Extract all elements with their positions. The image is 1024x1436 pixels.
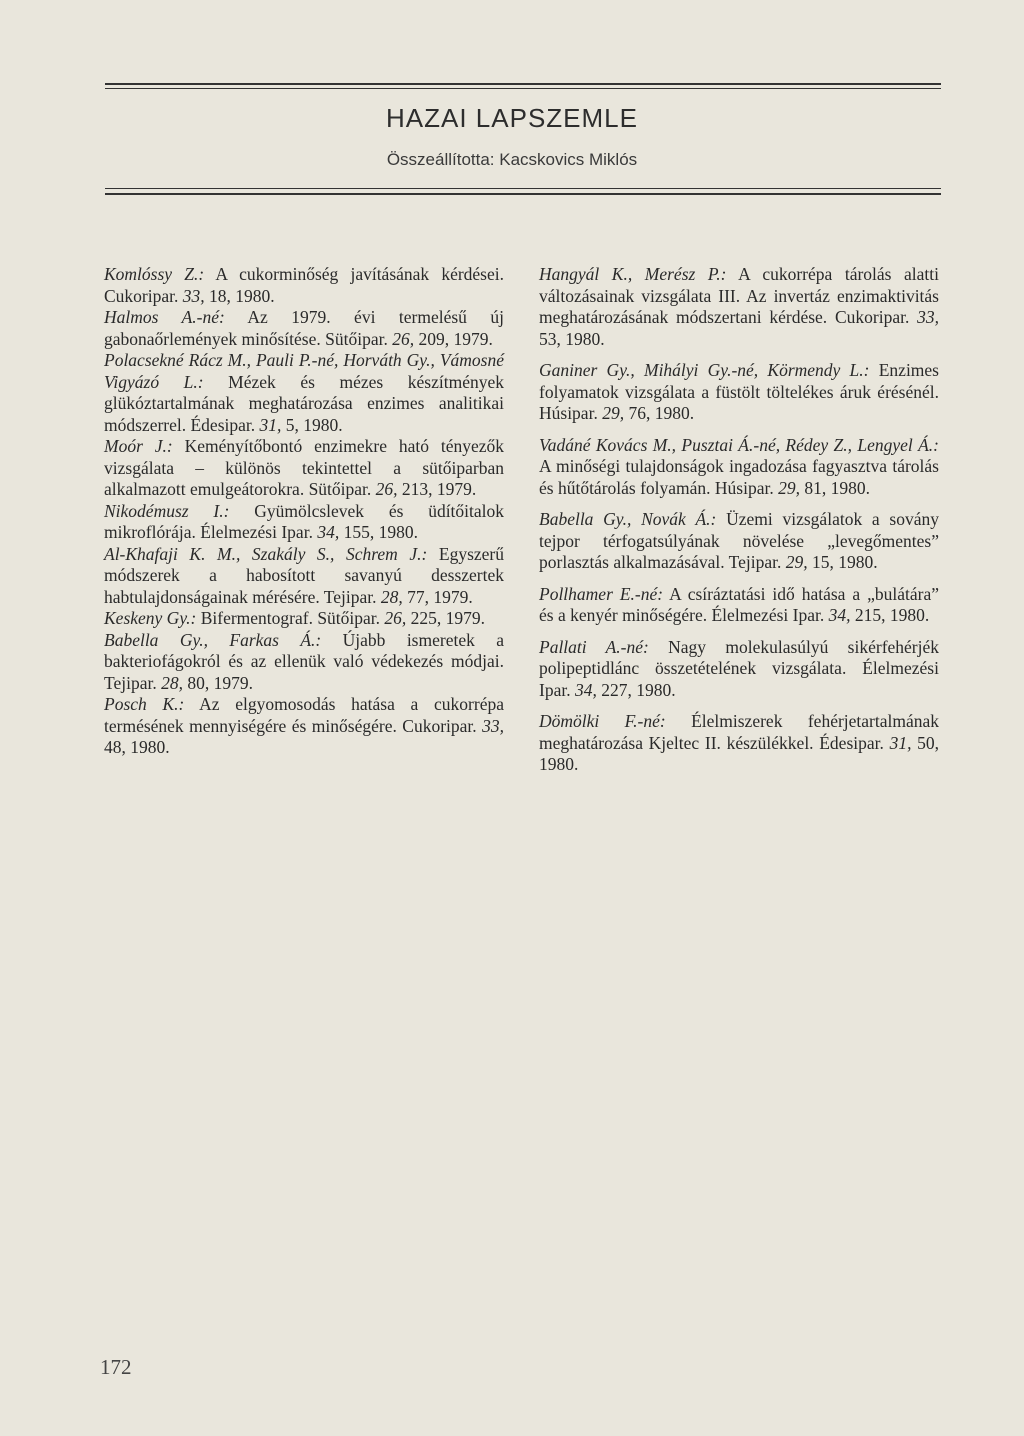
reference-entry: Al-Khafaji K. M., Szakály S., Schrem J.: Egyszerű módszerek a habosított savanyú desszertek habtulajdonságainak mérésére. Tejipar. 28, 77, 1979. (104, 543, 505, 607)
reference-entry: Keskeny Gy.: Bifermentograf. Sütőipar. 26, 225, 1979. (104, 608, 486, 628)
reference-entry: Komlóssy Z.: A cukorminőség javításának kérdései. Cukoripar. 33, 18, 1980. (104, 264, 504, 306)
reference-entry: Moór J.: Keményítőbontó enzimekre ható tényezők vizsgálata – különös tekintettel a sütőiparban alkalmazott emulgeátorokra. Sütőipar. 26, 213, 1979. (104, 436, 505, 499)
reference-entry: Pallati A.-né: Nagy molekulasúlyú sikérfehérjék polipeptidlánc összetételének vizsgálata. Élelmezési Ipar. 34, 227, 1980. (539, 636, 940, 700)
reference-entry: Dömölki F.-né: Élelmiszerek fehérjetartalmának meghatározása Kjeltec II. készülékkel. Édesipar. 31, 50, 1980. (539, 711, 940, 774)
right-column (539, 264, 939, 786)
reference-entry: Nikodémusz I.: Gyümölcslevek és üdítőitalok mikroflórája. Élelmezési Ipar. 34, 155, 1980. (104, 500, 505, 542)
page-number: 172 (100, 1355, 132, 1379)
reference-entry: Pollhamer E.-né: A csíráztatási idő hatása a „bulátára” és a kenyér minőségére. Élelmezési Ipar. 34, 215, 1980. (539, 583, 939, 625)
left-column (104, 264, 504, 759)
bottom-rule-1 (105, 188, 941, 189)
page-title: HAZAI LAPSZEMLE (386, 103, 638, 133)
compiler-line: Összeállította: Kacskovics Miklós (386, 150, 638, 169)
top-rule-1 (105, 83, 941, 85)
reference-entry: Posch K.: Az elgyomosodás hatása a cukorrépa termésének mennyiségére és minőségére. Cukoripar. 33, 48, 1980. (104, 694, 504, 757)
reference-entry: Vadáné Kovács M., Pusztai Á.-né, Rédey Z., Lengyel Á.: A minőségi tulajdonságok ingadozása fagyasztva tárolás és hűtőtárolás folyamán. Húsipar. 29, 81, 1980. (539, 434, 939, 498)
reference-entry: Babella Gy., Farkas Á.: Újabb ismeretek a bakteriofágokról és az ellenük való védekezés módjai. Tejipar. 28, 80, 1979. (104, 629, 504, 693)
bottom-rule-2 (105, 193, 941, 195)
reference-entry: Halmos A.-né: Az 1979. évi termelésű új gabonaőrlemények minősítése. Sütőipar. 26, 209, 1979. (104, 307, 504, 349)
reference-entry: Ganiner Gy., Mihályi Gy.-né, Körmendy L.: Enzimes folyamatok vizsgálata a füstölt töltelékes áruk érésénél. Húsipar. 29, 76, 1980. (539, 360, 939, 423)
reference-entry: Hangyál K., Merész P.: A cukorrépa tárolás alatti változásainak vizsgálata III. Az invertáz enzimaktivitás meghatározásának módszertani kérdése. Cukoripar. 33, 53, 1980. (539, 264, 940, 349)
reference-entry: Babella Gy., Novák Á.: Üzemi vizsgálatok a sovány tejpor térfogatsúlyának növelése „levegőmentes” porlasztás alkalmazásával. Tejipar. 29, 15, 1980. (539, 509, 939, 572)
top-rule-2 (105, 88, 941, 89)
reference-entry: Polacsekné Rácz M., Pauli P.-né, Horváth Gy., Vámosné Vigyázó L.: Mézek és mézes készítmények glükóztartalmának meghatározása enzimes analitikai módszerrel. Édesipar. 31, 5, 1980. (104, 350, 504, 435)
